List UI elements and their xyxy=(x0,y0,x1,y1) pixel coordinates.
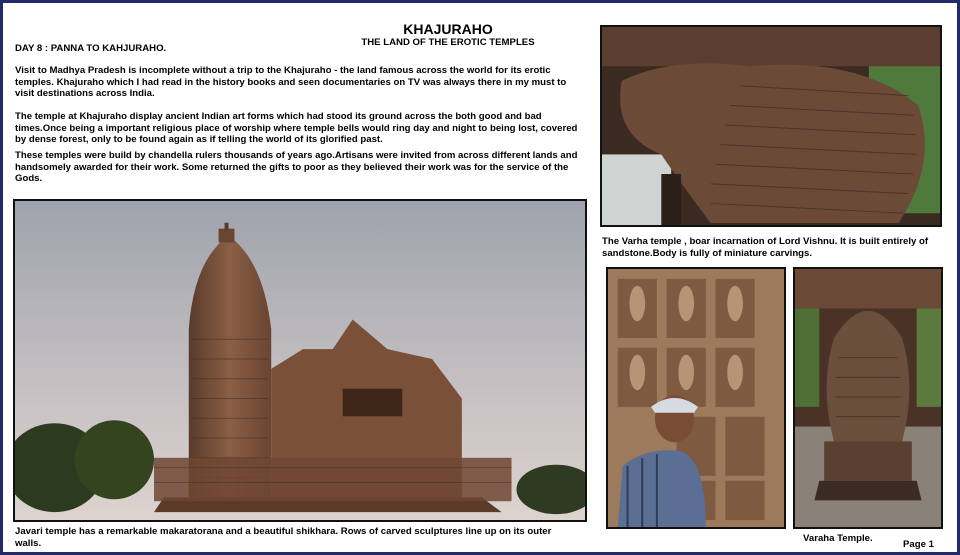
javari-caption: Javari temple has a remarkable makaratorana and a beautiful shikhara. Rows of carved sculptures line up on its outer walls. xyxy=(15,526,552,549)
page-title: KHAJURAHO xyxy=(403,21,493,37)
page-number: Page 1 xyxy=(903,539,934,550)
day-heading: DAY 8 : PANNA TO KAHJURAHO. xyxy=(15,43,167,54)
varha-boar-photo xyxy=(600,25,942,227)
varaha-caption: Varaha Temple. xyxy=(803,533,873,544)
artisans-paragraph: These temples were build by chandella rulers thousands of years ago.Artisans were invited from across different lands and handsomely awarded for their work. Some returned the gifts to poor as they believed their work was for the service of the Gods. xyxy=(15,150,578,184)
intro-paragraph: Visit to Madhya Pradesh is incomplete without a trip to the Khajuraho - the land famous across the world for its erotic temples. Khajuraho which I had read in the history books and seen documentaries on TV was always there in my must to visit destinations across India. xyxy=(15,65,567,99)
varha-caption: The Varha temple , boar incarnation of Lord Vishnu. It is built entirely of sandstone.Body is fully of miniature carvings. xyxy=(602,236,929,259)
history-paragraph: The temple at Khajuraho display ancient Indian art forms which had stood its ground across the both good and bad times.Once being a important religious place of worship where temple bells would ring day and night to being lost, covered by dense forest, only to be found again as if telling the world of its glorified past. xyxy=(15,111,578,145)
javari-temple-photo xyxy=(13,199,587,522)
page-subtitle: THE LAND OF THE EROTIC TEMPLES xyxy=(361,37,535,48)
carved-wall-selfie-photo xyxy=(606,267,786,529)
varaha-temple-photo xyxy=(793,267,943,529)
